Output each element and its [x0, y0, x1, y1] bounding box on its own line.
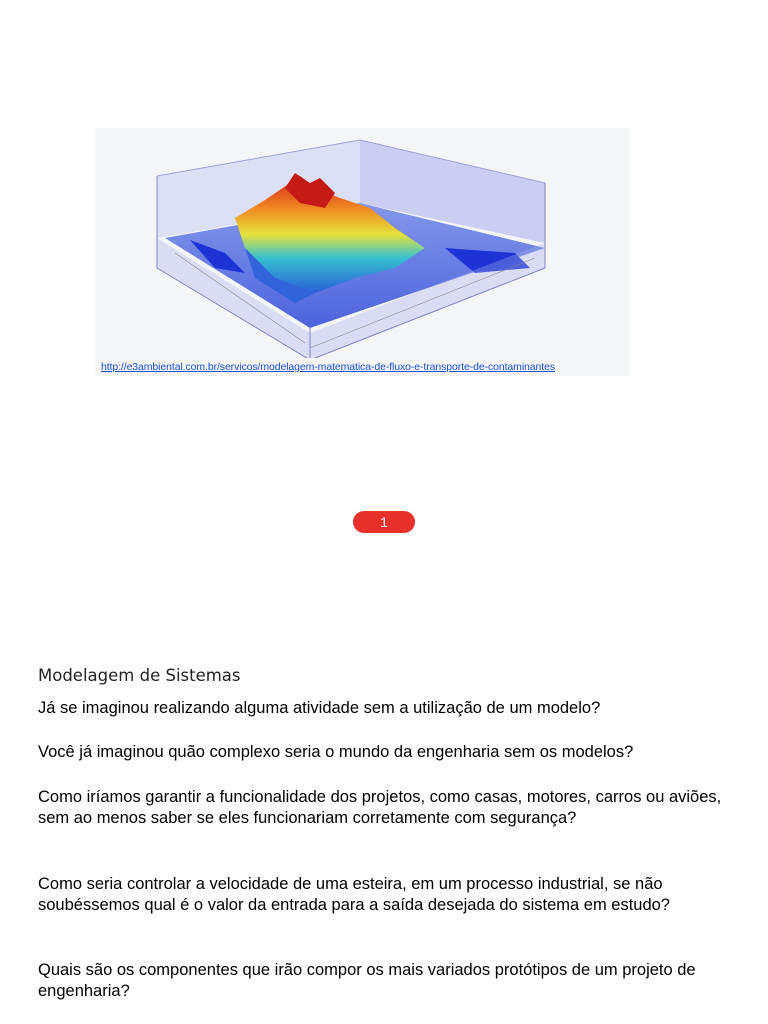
terrain-3d-plot-image [95, 128, 630, 358]
paragraph-3: Como iríamos garantir a funcionalidade dos projetos, como casas, motores, carros ou aviões, sem ao menos saber se eles funcionariam corretamente com segurança? [38, 788, 722, 827]
figure-source-link[interactable]: http://e3ambiental.com.br/servicos/modelagem-matematica-de-fluxo-e-transporte-de-contaminantes [101, 361, 555, 373]
paragraph-2: Você já imaginou quão complexo seria o mundo da engenharia sem os modelos? [38, 743, 634, 761]
paragraph-4: Como seria controlar a velocidade de uma esteira, em um processo industrial, se não soubéssemos qual é o valor da entrada para a saída desejada do sistema em estudo? [38, 875, 670, 914]
paragraph-1: Já se imaginou realizando alguma atividade sem a utilização de um modelo? [38, 699, 601, 717]
paragraph-5: Quais são os componentes que irão compor os mais variados protótipos de um projeto de engenharia? [38, 961, 696, 1000]
section-title: Modelagem de Sistemas [38, 666, 241, 685]
page-number-badge: 1 [353, 511, 415, 533]
contaminant-model-figure [95, 128, 630, 376]
